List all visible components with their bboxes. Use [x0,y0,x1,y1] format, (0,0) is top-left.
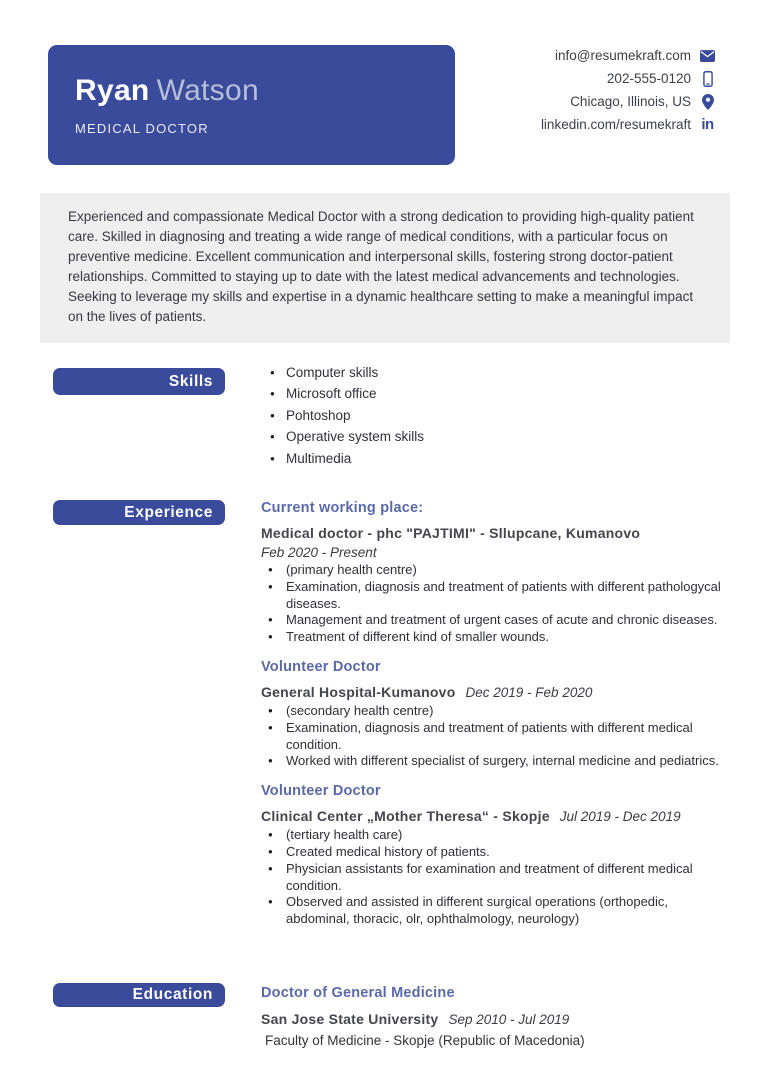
job-heading: Current working place: [261,500,424,516]
job-titleline [261,807,726,826]
job-entry [261,499,726,646]
email-icon [699,50,716,62]
job-bullets [261,827,726,928]
job-title: MEDICAL DOCTOR [75,120,209,136]
job-bullets [261,703,726,770]
skill-item: ● Multimedia [270,448,424,469]
job-bullet: ● Examination, diagnosis and treatment of patients with different pathologycal diseases. [261,579,726,613]
education-detail: Faculty of Medicine - Skopje (Republic of Macedonia) [265,1033,585,1048]
degree-heading: Doctor of General Medicine [261,985,455,1001]
job-entry [261,658,726,770]
skills-list [270,362,424,469]
job-bullet: ● (primary health centre) [261,562,726,579]
job-bullets [261,562,726,646]
contact-block [541,44,716,136]
last-name: Watson [156,74,259,107]
first-name: Ryan [75,74,150,107]
job-bullet: ● Observed and assisted in different surgical operations (orthopedic, abdominal, thoracic, olr, ophthalmology, neurology) [261,894,726,928]
experience-content [261,499,726,928]
job-title-text: Clinical Center „Mother Theresa“ - Skopje [261,808,550,825]
summary-paragraph: Experienced and compassionate Medical Doctor with a strong dedication to providing high-quality patient care. Skilled in diagnosing and treating a wide range of medical conditions, with a particular focus on preventive medicine. Excellent communication and interpersonal skills, fostering strong doctor-patient relationships. Committed to staying up to date with the latest medical advancements and technologies. Seeking to leverage my skills and expertise in a dynamic healthcare setting to make a meaningful impact on the lives of patients. [40,193,730,343]
job-date: Dec 2019 - Feb 2020 [465,684,593,700]
job-heading: Volunteer Doctor [261,658,381,675]
job-title-text: Medical doctor - phc "PAJTIMI" - Sllupcane, Kumanovo [261,525,641,541]
school-name: San Jose State University [261,1011,439,1027]
job-bullet: ● (tertiary health care) [261,827,726,844]
skill-item: ● Computer skills [270,362,424,383]
job-entry [261,782,726,928]
name-banner [48,45,455,165]
job-bullet: ● Management and treatment of urgent cases of acute and chronic diseases. [261,612,726,629]
phone-text: 202-555-0120 [606,71,691,86]
school-line [261,1010,726,1029]
job-title-text: General Hospital-Kumanovo [261,683,456,700]
education-content [261,984,726,1049]
skill-item: ● Operative system skills [270,426,424,447]
linkedin-text: linkedin.com/resumekraft [540,117,691,132]
contact-linkedin[interactable] [541,113,716,136]
education-date: Sep 2010 - Jul 2019 [448,1012,570,1027]
phone-icon [699,71,716,87]
job-bullet: ● (secondary health centre) [261,703,726,720]
contact-phone[interactable] [541,67,716,90]
job-titleline [261,683,726,702]
section-label-skills: Skills [53,368,225,395]
email-text: info@resumekraft.com [555,48,691,63]
job-bullet: ● Examination, diagnosis and treatment of patients with different medical condition. [261,720,726,754]
section-label-education: Education [53,983,225,1007]
section-label-experience: Experience [53,500,225,525]
skill-item: ● Microsoft office [270,383,424,404]
job-bullet: ● Treatment of different kind of smaller wounds. [261,629,726,646]
contact-email[interactable] [541,44,716,67]
job-titleline [261,524,726,543]
job-date: Jul 2019 - Dec 2019 [559,809,681,825]
job-heading: Volunteer Doctor [261,783,381,800]
linkedin-icon: in [701,116,714,133]
job-bullet: ● Created medical history of patients. [261,844,726,861]
job-bullet: ● Physician assistants for examination and treatment of different medical condition. [261,861,726,895]
skill-item: ● Pohtoshop [270,405,424,426]
job-date: Feb 2020 - Present [261,545,377,560]
location-icon [699,94,716,110]
contact-location [541,90,716,113]
person-name [75,74,455,109]
location-text: Chicago, Illinois, US [570,94,691,109]
job-bullet: ● Worked with different specialist of surgery, internal medicine and pediatrics. [261,753,726,770]
